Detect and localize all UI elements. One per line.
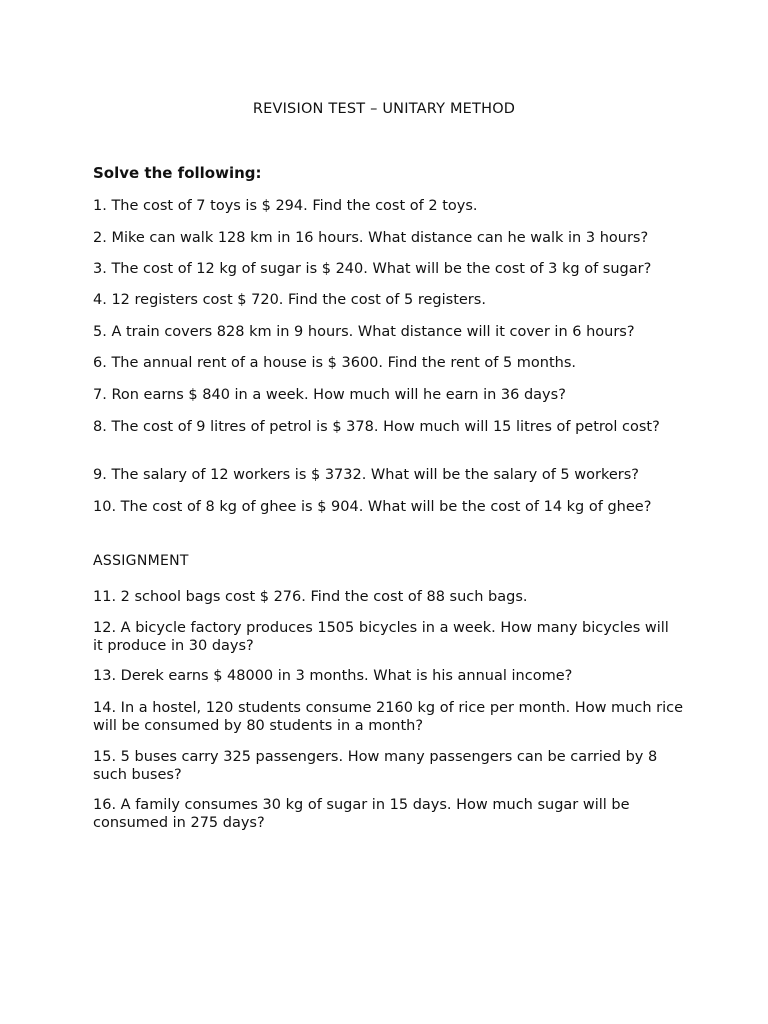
question-1: 1. The cost of 7 toys is $ 294. Find the cost of 2 toys. <box>93 198 478 214</box>
question-6: 6. The annual rent of a house is $ 3600. Find the rent of 5 months. <box>93 355 577 371</box>
assignment-heading: ASSIGNMENT <box>93 553 189 569</box>
document-title: REVISION TEST – UNITARY METHOD <box>252 101 516 117</box>
question-5: 5. A train covers 828 km in 9 hours. What distance will it cover in 6 hours? <box>93 324 635 340</box>
instruction-heading: Solve the following: <box>93 164 262 182</box>
question-9: 9. The salary of 12 workers is $ 3732. What will be the salary of 5 workers? <box>93 467 639 483</box>
question-3: 3. The cost of 12 kg of sugar is $ 240. What will be the cost of 3 kg of sugar? <box>93 261 652 277</box>
assignment-question-12: 12. A bicycle factory produces 1505 bicycles in a week. How many bicycles will it produce in 30 days? <box>93 620 669 654</box>
assignment-question-11: 11. 2 school bags cost $ 276. Find the cost of 88 such bags. <box>93 589 528 605</box>
assignment-question-15: 15. 5 buses carry 325 passengers. How many passengers can be carried by 8 such buses? <box>93 749 658 783</box>
assignment-question-14: 14. In a hostel, 120 students consume 2160 kg of rice per month. How much rice will be consumed by 80 students in a month? <box>93 700 684 734</box>
assignment-question-16: 16. A family consumes 30 kg of sugar in 15 days. How much sugar will be consumed in 275 days? <box>93 797 630 831</box>
question-2: 2. Mike can walk 128 km in 16 hours. What distance can he walk in 3 hours? <box>93 230 649 246</box>
question-8: 8. The cost of 9 litres of petrol is $ 378. How much will 15 litres of petrol cost? <box>93 419 660 435</box>
question-10: 10. The cost of 8 kg of ghee is $ 904. What will be the cost of 14 kg of ghee? <box>93 499 652 515</box>
question-7: 7. Ron earns $ 840 in a week. How much will he earn in 36 days? <box>93 387 566 403</box>
assignment-question-13: 13. Derek earns $ 48000 in 3 months. What is his annual income? <box>93 668 573 684</box>
question-4: 4. 12 registers cost $ 720. Find the cost of 5 registers. <box>93 292 486 308</box>
